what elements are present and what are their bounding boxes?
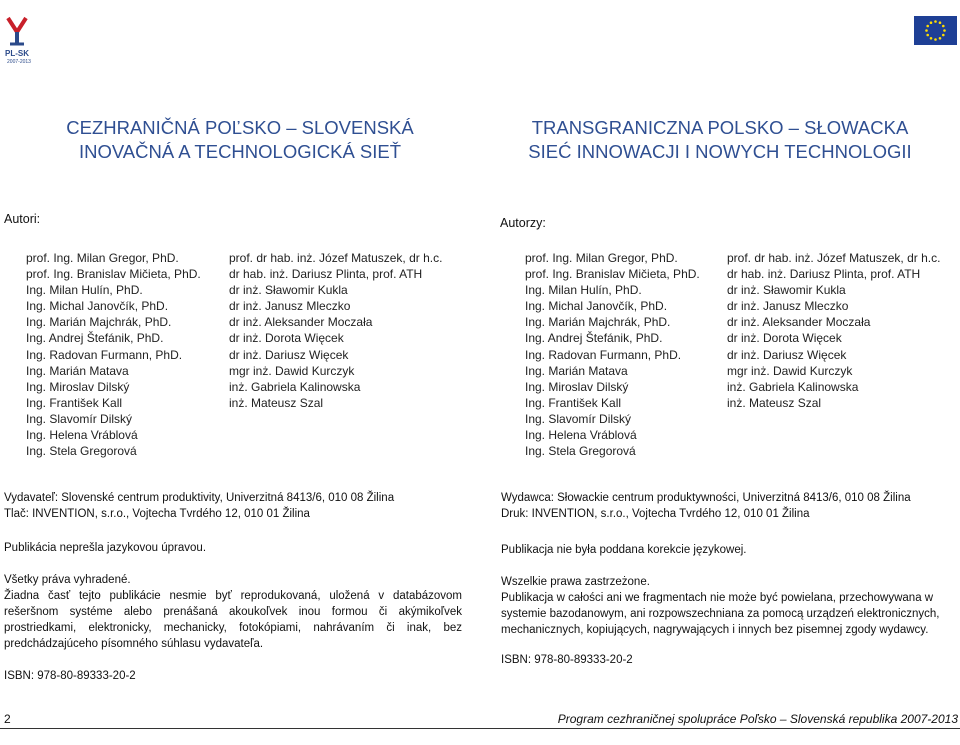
authors_pl-col1-name-10: Ing. Slavomír Dilský <box>525 411 632 426</box>
authors_sk-col2-name-5: dr inż. Dorota Więcek <box>229 331 344 346</box>
authors_sk-col1-name-1: prof. Ing. Branislav Mičieta, PhD. <box>26 267 201 282</box>
authors_sk-col1-name-12: Ing. Stela Gregorová <box>26 444 137 459</box>
print-sk: Tlač: INVENTION, s.r.o., Vojtecha Tvrdého 12, 010 01 Žilina <box>4 508 310 520</box>
authors_pl-col1-name-4: Ing. Marián Majchrák, PhD. <box>525 315 671 330</box>
authors_pl-col1-name-11: Ing. Helena Vráblová <box>525 428 637 443</box>
eu-star-icon <box>930 21 933 24</box>
eu-star-icon <box>942 25 945 28</box>
logo-text: PL-SK <box>5 49 29 58</box>
publisher-pl: Wydawca: Słowackie centrum produktywności, Univerzitná 8413/6, 010 08 Žilina <box>501 492 911 504</box>
rights-pl: Wszelkie prawa zastrzeżone. <box>501 576 650 588</box>
authors-sk-col1 <box>26 250 201 459</box>
eu-star-icon <box>926 25 929 28</box>
authors_pl-col1-name-9: Ing. František Kall <box>525 395 622 410</box>
authors_pl-col1-name-8: Ing. Miroslav Dilský <box>525 379 629 394</box>
authors_sk-col2-name-0: prof. dr hab. inż. Józef Matuszek, dr h.c. <box>229 251 443 265</box>
authors-sk-col2 <box>229 250 442 411</box>
authors_pl-col2-name-8: inż. Gabriela Kalinowska <box>727 379 859 394</box>
pl-sk-program-logo-icon <box>2 14 32 58</box>
authors_pl-col2-name-5: dr inż. Dorota Więcek <box>727 331 842 346</box>
authors_sk-col1-name-6: Ing. Radovan Furmann, PhD. <box>26 347 183 362</box>
title-pl-line1: TRANSGRANICZNA POLSKO – SŁOWACKA <box>531 117 909 138</box>
authors_sk-col1-name-10: Ing. Slavomír Dilský <box>26 411 133 426</box>
authors_sk-col1-name-11: Ing. Helena Vráblová <box>26 428 138 443</box>
authors_sk-col2-name-7: mgr inż. Dawid Kurczyk <box>229 363 355 378</box>
eu-star-icon <box>939 21 942 24</box>
authors_pl-col2-name-9: inż. Mateusz Szal <box>727 395 822 410</box>
authors_sk-col2-name-1: dr hab. inż. Dariusz Plinta, prof. ATH <box>229 267 423 282</box>
title-sk-line2: INOVAČNÁ A TECHNOLOGICKÁ SIEŤ <box>78 141 402 162</box>
authors_pl-col1-name-2: Ing. Milan Hulín, PhD. <box>525 283 642 298</box>
eu-star-icon <box>943 29 946 32</box>
authors_sk-col1-name-7: Ing. Marián Matava <box>26 363 129 378</box>
title-pl-line2: SIEĆ INNOWACJI I NOWYCH TECHNOLOGII <box>528 141 912 162</box>
authors_pl-col1-name-12: Ing. Stela Gregorová <box>525 444 636 459</box>
eu-star-icon <box>934 38 937 41</box>
title-sk <box>60 116 420 164</box>
authors_sk-col2-name-4: dr inż. Aleksander Moczała <box>229 315 373 330</box>
authors_pl-col2-name-0: prof. dr hab. inż. Józef Matuszek, dr h.c. <box>727 251 941 265</box>
isbn-pl: ISBN: 978-80-89333-20-2 <box>501 654 633 666</box>
authors_pl-col1-name-5: Ing. Andrej Štefánik, PhD. <box>525 331 663 346</box>
authors-pl-col1 <box>525 250 700 459</box>
print-pl: Druk: INVENTION, s.r.o., Vojtecha Tvrdého 12, 010 01 Žilina <box>501 508 810 520</box>
authors_pl-col1-name-0: prof. Ing. Milan Gregor, PhD. <box>525 251 678 265</box>
eu-star-icon <box>934 20 937 23</box>
authors_sk-col1-name-5: Ing. Andrej Štefánik, PhD. <box>26 331 164 346</box>
page-number: 2 <box>4 712 11 726</box>
eu-star-icon <box>942 34 945 37</box>
authors_pl-col1-name-1: prof. Ing. Branislav Mičieta, PhD. <box>525 267 700 282</box>
authors_pl-col2-name-4: dr inż. Aleksander Moczała <box>727 315 871 330</box>
authors_sk-col2-name-9: inż. Mateusz Szal <box>229 395 324 410</box>
authors_pl-col1-name-6: Ing. Radovan Furmann, PhD. <box>525 347 682 362</box>
authors_pl-col2-name-3: dr inż. Janusz Mleczko <box>727 299 849 314</box>
authors_pl-col2-name-2: dr inż. Sławomir Kukla <box>727 283 846 298</box>
authors-sk-label: Autori: <box>4 212 41 226</box>
authors_sk-col1-name-0: prof. Ing. Milan Gregor, PhD. <box>26 251 179 265</box>
no-edit-pl: Publikacja nie była poddana korekcie językowej. <box>501 544 747 556</box>
authors_sk-col1-name-9: Ing. František Kall <box>26 395 123 410</box>
copyright-pl: Publikacja w całości ani we fragmentach nie może być powielana, przechowywana w systemie bazodanowym, ani rozpowszechniana za pomocą urządzeń elektronicznych, mechanicznych, kopiujących, nagrywających i innych bez pisemnej zgody wydawcy. <box>501 592 940 636</box>
authors_sk-col1-name-2: Ing. Milan Hulín, PhD. <box>26 283 143 298</box>
isbn-sk: ISBN: 978-80-89333-20-2 <box>4 670 136 682</box>
eu-star-icon <box>939 37 942 40</box>
eu-star-icon <box>930 37 933 40</box>
authors_sk-col2-name-2: dr inż. Sławomir Kukla <box>229 283 348 298</box>
authors_pl-col2-name-6: dr inż. Dariusz Więcek <box>727 347 847 362</box>
title-sk-line1: CEZHRANIČNÁ POĽSKO – SLOVENSKÁ <box>66 117 414 138</box>
authors_pl-col2-name-7: mgr inż. Dawid Kurczyk <box>727 363 853 378</box>
authors_sk-col2-name-8: inż. Gabriela Kalinowska <box>229 379 361 394</box>
authors_sk-col1-name-8: Ing. Miroslav Dilský <box>26 379 130 394</box>
authors_sk-col2-name-3: dr inż. Janusz Mleczko <box>229 299 351 314</box>
authors_pl-col1-name-7: Ing. Marián Matava <box>525 363 628 378</box>
title-pl <box>520 116 920 164</box>
logo-years: 2007-2013 <box>7 59 31 65</box>
eu-star-icon <box>926 34 929 37</box>
eu-star-icon <box>925 29 928 32</box>
eu-flag-icon <box>914 16 957 45</box>
authors-pl-label: Autorzy: <box>500 216 546 230</box>
authors_sk-col1-name-4: Ing. Marián Majchrák, PhD. <box>26 315 172 330</box>
publisher-info-sk <box>4 490 462 684</box>
copyright-sk: Žiadna časť tejto publikácie nesmie byť reprodukovaná, uložená v databázovom rešeršnom systéme alebo prenášaná akoukoľvek inou formou či akýmikoľvek prostriedkami, elektronicky, mechanicky, fotokópiami, nahrávaním či inak, bez predchádzajúceho písomného súhlasu vydavateľa. <box>4 590 462 650</box>
authors_sk-col1-name-3: Ing. Michal Janovčík, PhD. <box>26 299 169 314</box>
authors-pl-col2 <box>727 250 940 411</box>
authors_pl-col1-name-3: Ing. Michal Janovčík, PhD. <box>525 299 668 314</box>
authors_pl-col2-name-1: dr hab. inż. Dariusz Plinta, prof. ATH <box>727 267 921 282</box>
no-edit-sk: Publikácia neprešla jazykovou úpravou. <box>4 542 207 554</box>
footer-rule <box>0 728 960 729</box>
publisher-info-pl <box>501 490 943 668</box>
authors_sk-col2-name-6: dr inż. Dariusz Więcek <box>229 347 349 362</box>
rights-sk: Všetky práva vyhradené. <box>4 574 131 586</box>
publisher-sk: Vydavateľ: Slovenské centrum produktivity, Univerzitná 8413/6, 010 08 Žilina <box>4 492 395 504</box>
pl-sk-logo <box>2 14 32 65</box>
footer-program: Program cezhraničnej spolupráce Poľsko – Slovenská republika 2007-2013 <box>557 712 958 726</box>
